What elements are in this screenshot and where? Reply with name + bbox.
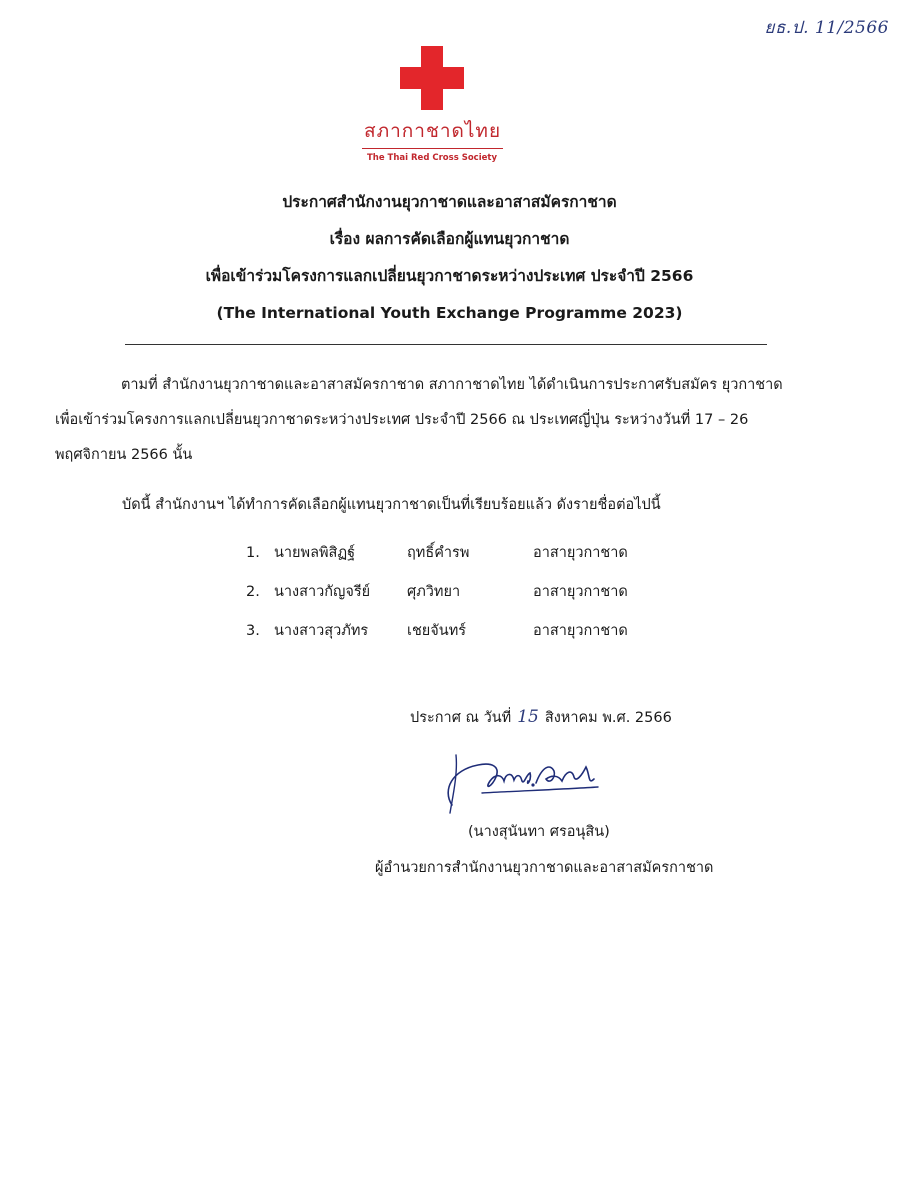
document-number: ยธ.ป. 11/2566 — [764, 18, 889, 38]
signer-name: (นางสุนันทา ศรอนุสิน) — [468, 824, 610, 840]
announcement-date — [410, 706, 672, 729]
list-item — [246, 538, 663, 577]
item-number: 1. — [246, 545, 260, 561]
list-item — [246, 616, 663, 655]
org-name-english: The Thai Red Cross Society — [366, 153, 497, 163]
org-name-thai: สภากาชาดไทย — [362, 116, 503, 149]
item-number: 3. — [246, 623, 260, 639]
thai-red-cross-logo — [362, 46, 502, 163]
last-name: ศุภวิทยา — [407, 584, 461, 600]
role: อาสายุวกาชาด — [533, 584, 628, 600]
first-name: นายพลพิสิฏฐ์ — [274, 545, 356, 561]
first-name: นางสาวกัญจรีย์ — [274, 584, 371, 600]
title-divider — [125, 344, 767, 345]
handwritten-signature — [438, 745, 613, 820]
date-suffix: สิงหาคม พ.ศ. 2566 — [544, 710, 672, 726]
title-line-4: (The International Youth Exchange Programme 2023) — [216, 304, 683, 322]
title-line-2: เรื่อง ผลการคัดเลือกผู้แทนยุวกาชาด — [329, 230, 570, 248]
date-prefix: ประกาศ ณ วันที่ — [410, 710, 512, 726]
announcement-title — [0, 188, 899, 336]
role: อาสายุวกาชาด — [533, 545, 628, 561]
body-paragraph-2: บัดนี้ สำนักงานฯ ได้ทำการคัดเลือกผู้แทนยุวกาชาดเป็นที่เรียบร้อยแล้ว ดังรายชื่อต่อไปนี้ — [122, 497, 661, 513]
signer-title: ผู้อำนวยการสำนักงานยุวกาชาดและอาสาสมัครกาชาด — [375, 860, 714, 876]
item-number: 2. — [246, 584, 260, 600]
red-cross-icon — [400, 46, 464, 110]
title-line-3: เพื่อเข้าร่วมโครงการแลกเปลี่ยนยุวกาชาดระหว่างประเทศ ประจำปี 2566 — [205, 267, 694, 285]
title-line-1: ประกาศสำนักงานยุวกาชาดและอาสาสมัครกาชาด — [282, 193, 617, 211]
last-name: เชยจันทร์ — [407, 623, 467, 639]
date-day-handwritten: 15 — [517, 707, 539, 727]
role: อาสายุวกาชาด — [533, 623, 628, 639]
selected-names-list — [246, 538, 663, 655]
paragraph-1-text: ตามที่ สำนักงานยุวกาชาดและอาสาสมัครกาชาด สภากาชาดไทย ได้ดำเนินการประกาศรับสมัคร ยุวกาชาดเพื่อเข้าร่วมโครงการแลกเปลี่ยนยุวกาชาดระหว่างประเทศ ประจำปี 2566 ณ ประเทศญี่ปุ่น ระหว่างวันที่ 17 – 26 พฤศจิกายน 2566 นั้น — [55, 377, 783, 463]
last-name: ฤทธิ์คำรพ — [407, 545, 470, 561]
first-name: นางสาวสุวภัทร — [274, 623, 369, 639]
body-paragraph-1 — [55, 368, 805, 473]
list-item — [246, 577, 663, 616]
